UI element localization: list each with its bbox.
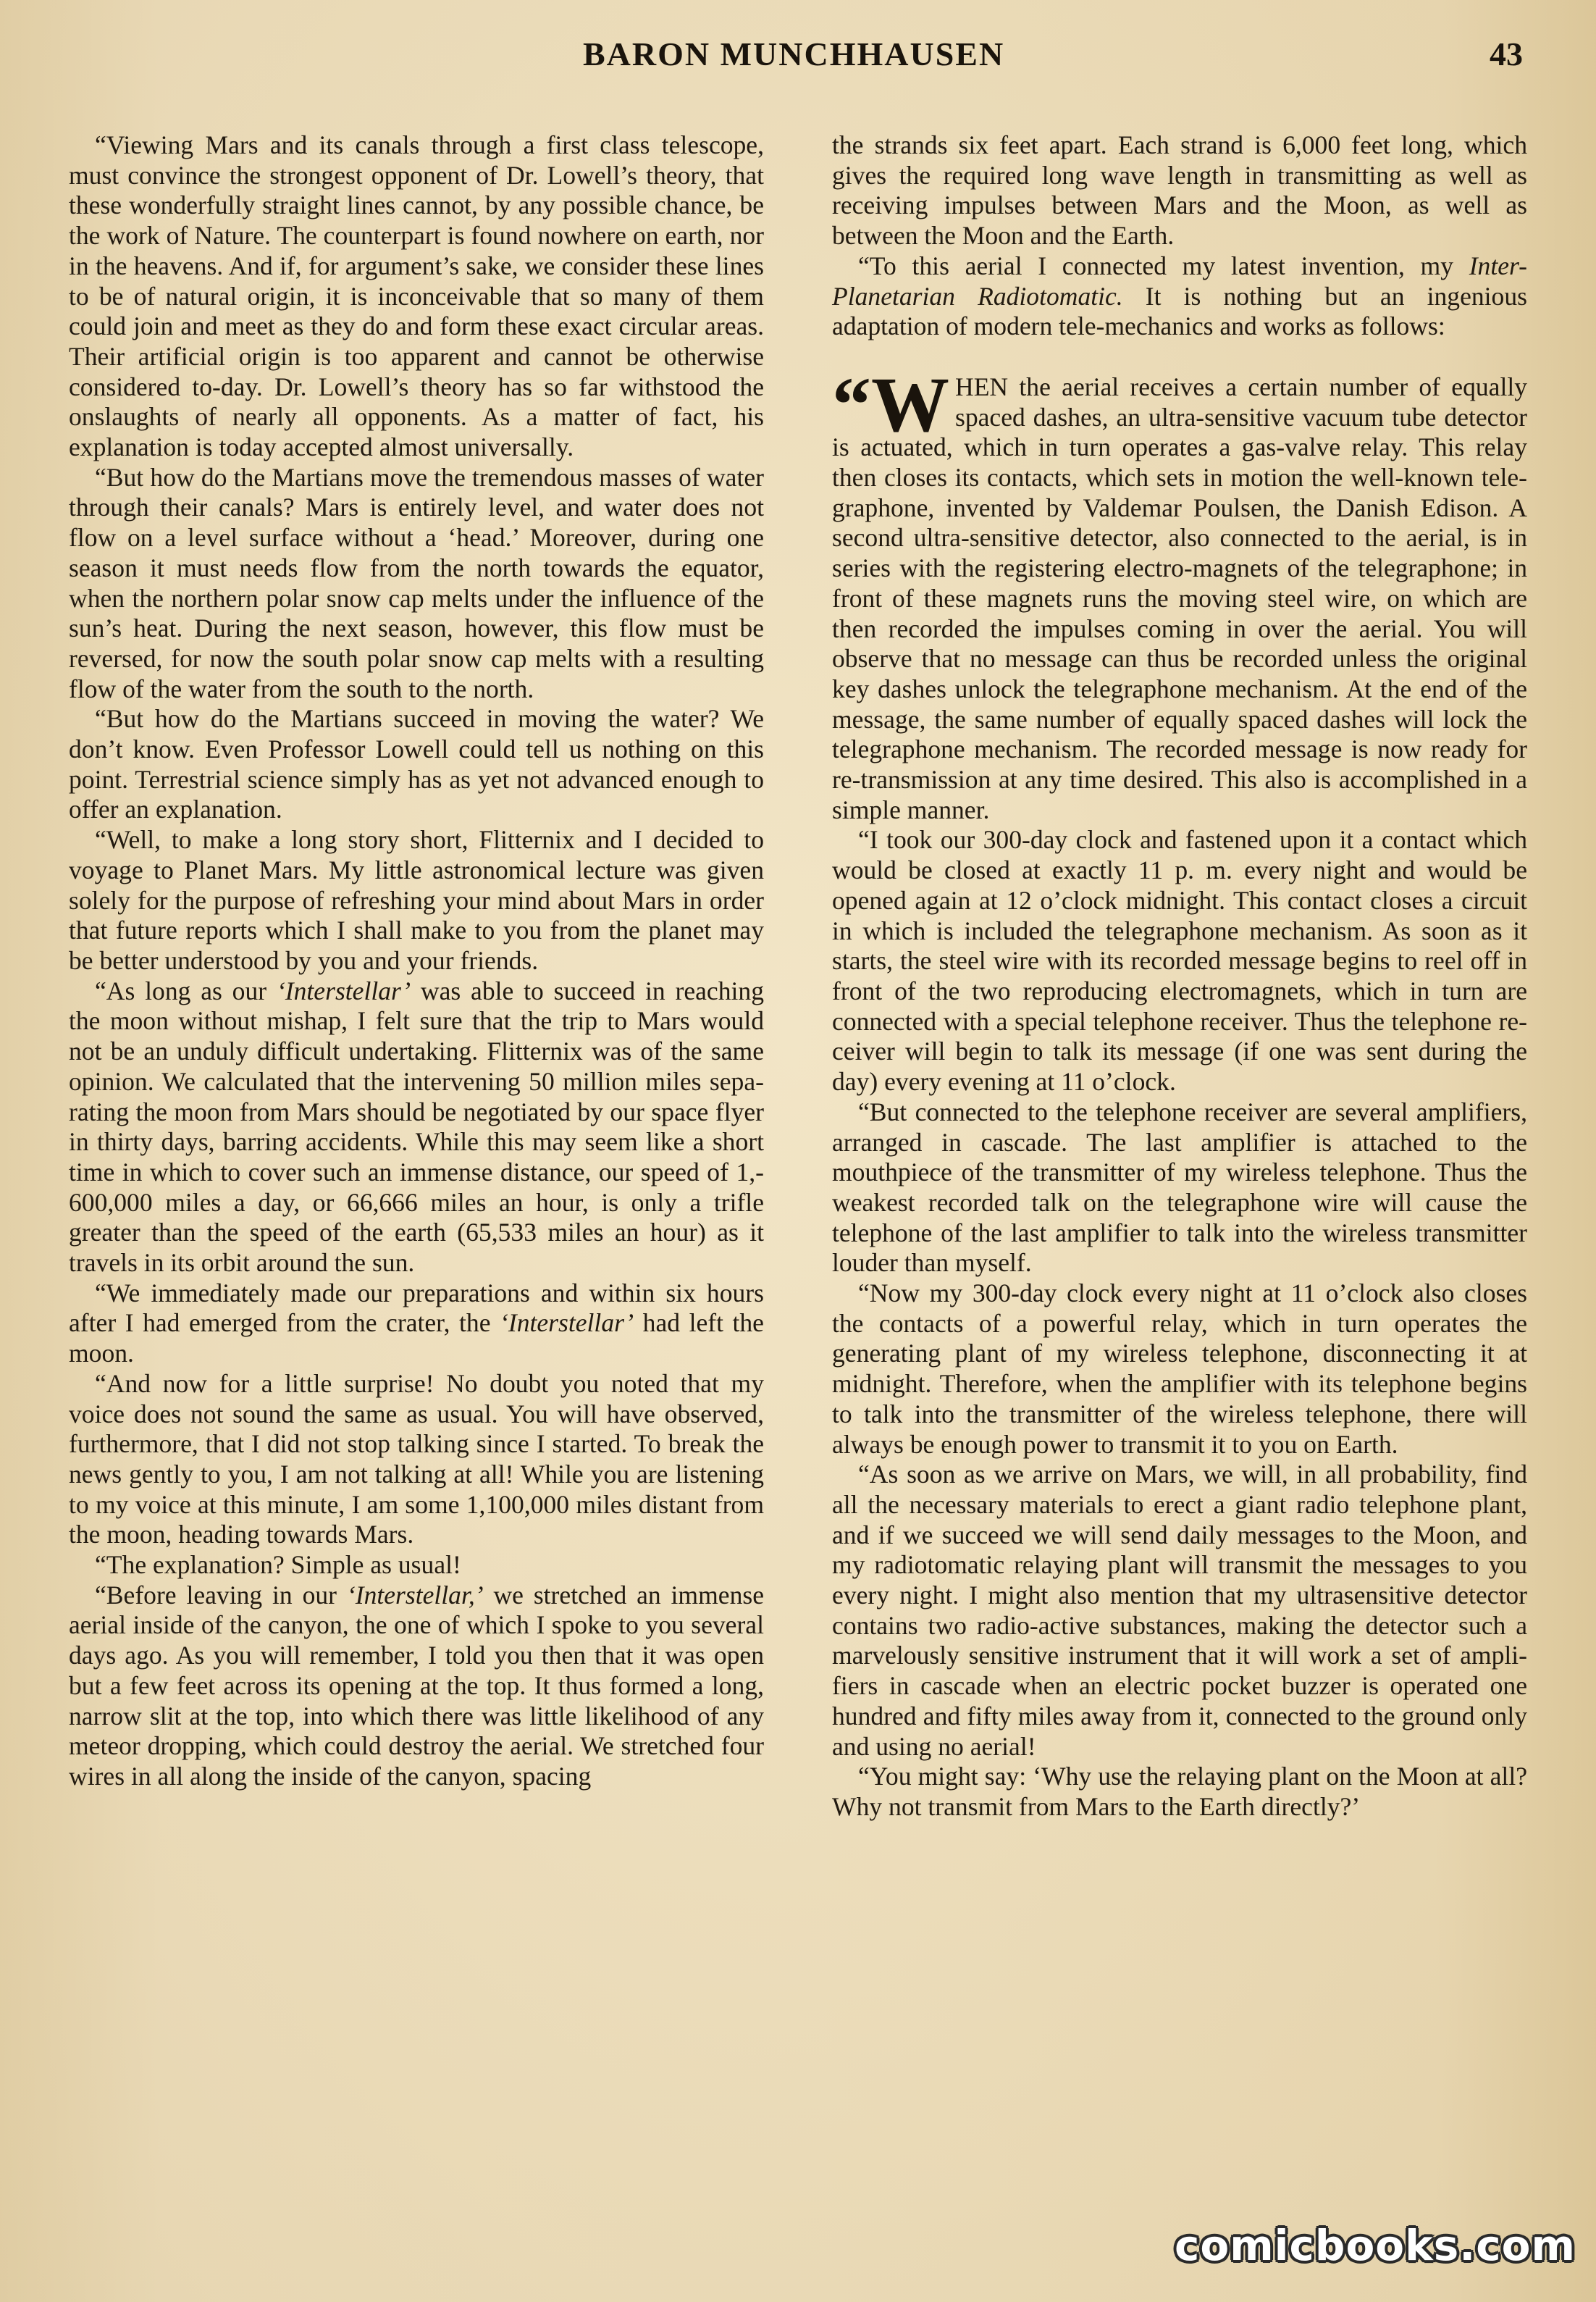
- ship-name-italic: ‘Interstellar’: [500, 1308, 634, 1338]
- right-text-column: [832, 130, 1527, 1822]
- paragraph: [69, 976, 764, 1278]
- drop-cap-quote: “: [832, 361, 871, 448]
- text-run: had left the moon.: [69, 1308, 764, 1368]
- ship-name-italic: ‘Interstellar’: [276, 976, 411, 1005]
- paragraph: “Viewing Mars and its canals through a first class telescope, must convince the strongest opponent of Dr. Lowell’s theory, that these wonderfully straight lines cannot, by any possible chance, be the work of Nature. The counterpart is found nowhere on earth, nor in the heavens. And if, for argument’s sake, we consider these lines to be of natural origin, it is inconceivable that so many of them could join and meet as they do and form these exact circular areas. Their artificial origin is too apparent and cannot be otherwise considered to-day. Dr. Lowell’s theory has so far withstood the onslaughts of nearly all opponents. As a matter of fact, his explanation is today accepted almost universally.: [69, 130, 764, 462]
- drop-cap: [832, 361, 949, 448]
- paragraph: “As soon as we arrive on Mars, we will, in all probability, find all the necessary materials to erect a giant radio telephone plant, and if we succeed we will send daily messages to the Moon, and my radiotomatic relaying plant will transmit the messages to you every night. I might also mention that my ultrasensitive detector contains two radio-active substances, making the detector such a marvelously sensitive instrument that it will work a set of amplifiers in cascade when an electric pocket buzzer is operated one hundred and fifty miles away from it, connected to the ground only and using no aerial!: [832, 1460, 1527, 1761]
- paragraph: [69, 1278, 764, 1369]
- text-run: was able to succeed in reaching the moon without mishap, I felt sure that the trip to Mars would not be an unduly difficult undertaking. Flitternix was of the same opinion. We calculated that the intervening 50 million miles separating the moon from Mars should be negotiated by our space flyer in thirty days, barring accidents. While this may seem like a short time in which to cover such an immense distance, our speed of 1,600,000 miles a day, or 66,666 miles an hour, is only a trifle greater than the speed of the earth (65,533 miles an hour) as it travels in its orbit around the sun.: [69, 976, 764, 1278]
- paragraph: “But connected to the telephone receiver are several amplifiers, arranged in cascade. The last amplifier is attached to the mouthpiece of the transmitter of my wireless telephone. Thus the weakest recorded talk on the telegraphone wire will cause the telephone of the last amplifier to talk into the wireless transmitter louder than myself.: [832, 1097, 1527, 1278]
- paragraph: [69, 1581, 764, 1792]
- paragraph: “The explanation? Simple as usual!: [95, 1550, 461, 1580]
- paragraph: “But how do the Martians move the tremendous masses of water through their canals? Mars is entirely level, and water does not flow on a level surface without a ‘head.’ Moreover, during one season it must needs flow from the north towards the equator, when the northern polar snow cap melts under the influence of the sun’s heat. During the next season, however, this flow must be reversed, for now the south polar snow cap melts with a resulting flow of the water from the south to the north.: [69, 462, 764, 703]
- text-run: HEN the aerial receives a certain number of equally spaced dashes, an ultra-sensitive vacuum tube detector is actuated, which in turn operates a gas-valve relay. This relay then closes its contacts, which sets in motion the well-known telegraphone, invented by Valdemar Poulsen, the Danish Edison. A second ultra-sensitive detector, also connected to the aerial, is in series with the registering electro-magnets of the telegraphone; in front of these magnets runs the moving steel wire, on which are then recorded the impulses coming in over the aerial. You will observe that no message can thus be recorded unless the original key dashes unlock the telegraphone mechanism. At the end of the message, the same number of equally spaced dashes will lock the telegraphone mechanism. The recorded message is now ready for re-transmission at any time desired. This also is accomplished in a simple manner.: [832, 372, 1527, 824]
- dropcap-paragraph: [832, 361, 1527, 826]
- page-number: 43: [1490, 35, 1523, 72]
- text-run: “As long as our: [95, 976, 277, 1005]
- watermark: comicbooks.com: [1175, 2221, 1576, 2270]
- paragraph-continued: the strands six feet apart. Each strand is 6,000 feet long, which gives the required long wave length in transmitting as well as receiving impulses between Mars and the Moon, as well as between the Moon and the Earth.: [832, 130, 1527, 251]
- paragraph: “Now my 300-day clock every night at 11 o’clock also closes the contacts of a powerful relay, which in turn operates the generating plant of my wireless telephone, disconnecting it at midnight. Therefore, when the amplifier with its telephone begins to talk into the transmitter of the wireless telephone, there will always be enough power to transmit it to you on Earth.: [832, 1278, 1527, 1459]
- paragraph: “But how do the Martians succeed in moving the water? We don’t know. Even Professor Lowell could tell us nothing on this point. Terrestrial science simply has as yet not advanced enough to offer an explanation.: [69, 704, 764, 824]
- text-run: It is nothing but an ingenious adaptation of modern tele-mechanics and works as follows:: [832, 281, 1527, 341]
- paragraph: “And now for a little surprise! No doubt you noted that my voice does not sound the same as usual. You will have observed, furthermore, that I did not stop talking since I started. To break the news gently to you, I am not talking at all! While you are listening to my voice at this minute, I am some 1,100,000 miles distant from the moon, heading towards Mars.: [69, 1368, 764, 1549]
- paragraph: “Well, to make a long story short, Flitternix and I decided to voyage to Planet Mars. My little astronomical lecture was given solely for the purpose of refreshing your mind about Mars in order that future reports which I shall make to you from the planet may be better understood by you and your friends.: [69, 825, 764, 975]
- left-text-column: [69, 130, 764, 1792]
- text-run: “Before leaving in our: [95, 1580, 347, 1610]
- running-title: BARON MUNCHHAUSEN: [583, 35, 1005, 72]
- text-run: “To this aerial I connected my latest invention, my: [858, 251, 1469, 280]
- paragraph: “You might say: ‘Why use the relaying plant on the Moon at all? Why not transmit from Mars to the Earth directly?’: [832, 1762, 1527, 1821]
- paragraph: [832, 251, 1527, 342]
- invention-name-italic: Inter-Planetarian Radiotomatic.: [832, 251, 1527, 311]
- page-header: [0, 35, 1596, 85]
- drop-cap-letter: W: [871, 361, 949, 448]
- paragraph: “I took our 300-day clock and fastened upon it a contact which would be closed at exactly 11 p. m. every night and would be opened again at 12 o’clock midnight. This contact closes a circuit in which is included the telegraphone mechanism. As soon as it starts, the steel wire with its recorded message begins to reel off in front of the two reproducing electromagnets, which in turn are connected with a special telephone receiver. Thus the telephone receiver will begin to talk its message (if one was sent during the day) every evening at 11 o’clock.: [832, 825, 1527, 1097]
- text-run: “We immediately made our preparations and within six hours after I had emerged from the crater, the: [69, 1278, 764, 1338]
- ship-name-italic: ‘Interstellar,’: [346, 1580, 484, 1610]
- text-run: we stretched an immense aerial inside of the canyon, the one of which I spoke to you several days ago. As you will remember, I told you then that it was open but a few feet across its opening at the top. It thus formed a long, narrow slit at the top, into which there was little likelihood of any meteor dropping, which could destroy the aerial. We stretched four wires in all along the inside of the canyon, spacing: [69, 1580, 764, 1791]
